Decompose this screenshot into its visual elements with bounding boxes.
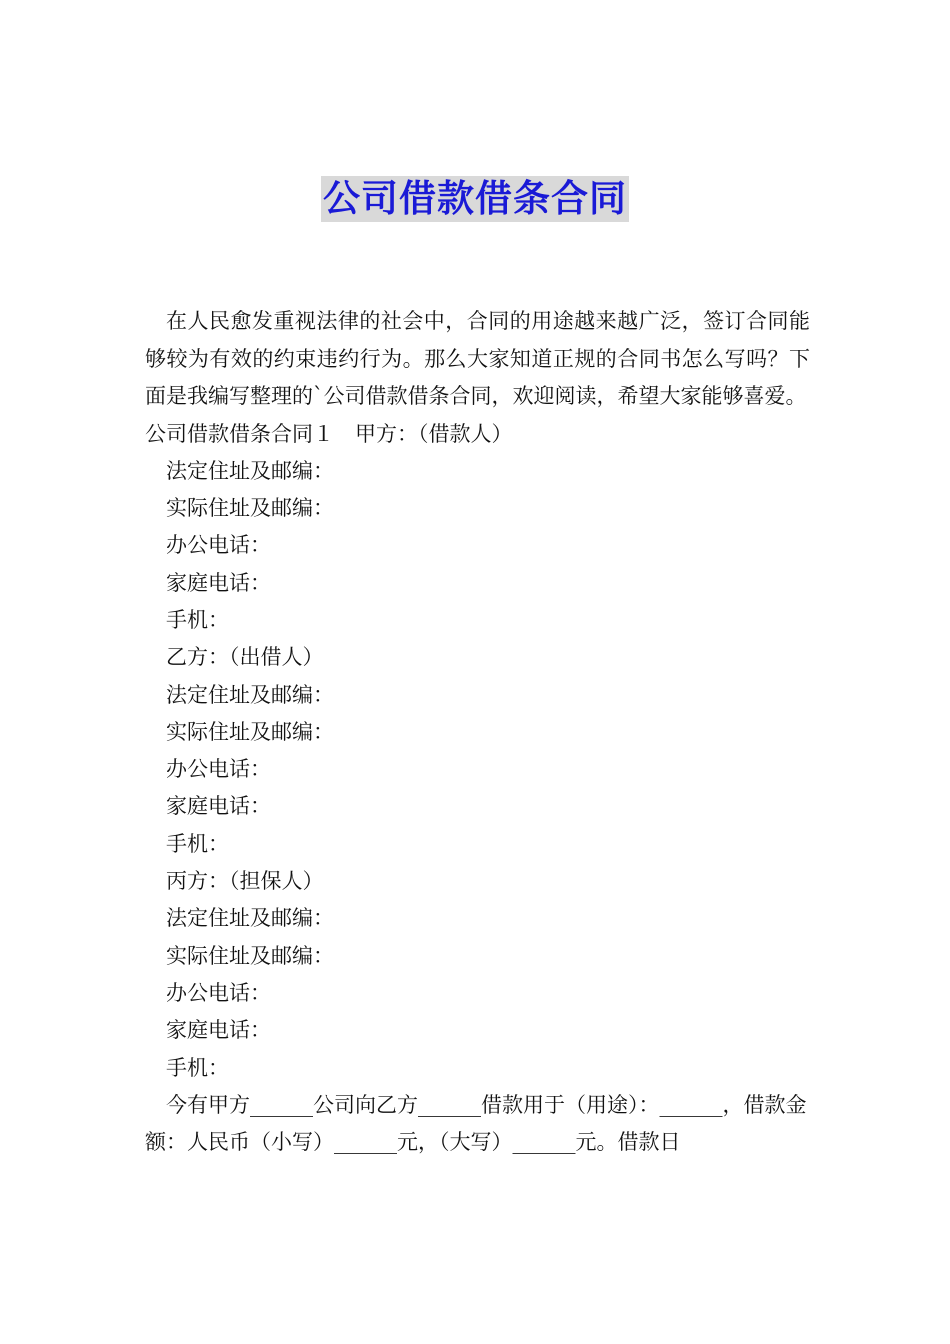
party-c-mobile: 手机： <box>166 1055 229 1080</box>
document-body <box>145 303 810 1162</box>
contract-heading-line: 公司借款借条合同１ 甲方：（借款人） <box>145 421 513 446</box>
party-c-home-phone: 家庭电话： <box>166 1018 271 1043</box>
party-b-legal-address: 法定住址及邮编： <box>166 682 334 707</box>
party-a-mobile: 手机： <box>166 607 229 632</box>
party-a-actual-address: 实际住址及邮编： <box>166 496 334 521</box>
party-c-office-phone: 办公电话： <box>166 980 271 1005</box>
party-b-heading: 乙方：（出借人） <box>166 645 324 670</box>
party-c-legal-address: 法定住址及邮编： <box>166 906 334 931</box>
party-c-actual-address: 实际住址及邮编： <box>166 943 334 968</box>
party-b-home-phone: 家庭电话： <box>166 794 271 819</box>
intro-paragraph: 在人民愈发重视法律的社会中，合同的用途越来越广泛，签订合同能够较为有效的约束违约行为。那么大家知道正规的合同书怎么写吗？下面是我编写整理的`公司借款借条合同，欢迎阅读，希望大家能够喜爱。 <box>145 309 810 408</box>
title-wrap <box>0 176 950 222</box>
party-a-legal-address: 法定住址及邮编： <box>166 458 334 483</box>
document-title: 公司借款借条合同 <box>323 177 627 220</box>
party-b-office-phone: 办公电话： <box>166 757 271 782</box>
loan-terms-paragraph: 今有甲方______公司向乙方______借款用于（用途）：______，借款金额：人民币（小写）______元，（大写）______元。借款日 <box>145 1092 807 1155</box>
party-c-heading: 丙方：（担保人） <box>166 869 324 894</box>
party-b-mobile: 手机： <box>166 831 229 856</box>
party-a-office-phone: 办公电话： <box>166 533 271 558</box>
party-b-actual-address: 实际住址及邮编： <box>166 719 334 744</box>
party-a-home-phone: 家庭电话： <box>166 570 271 595</box>
